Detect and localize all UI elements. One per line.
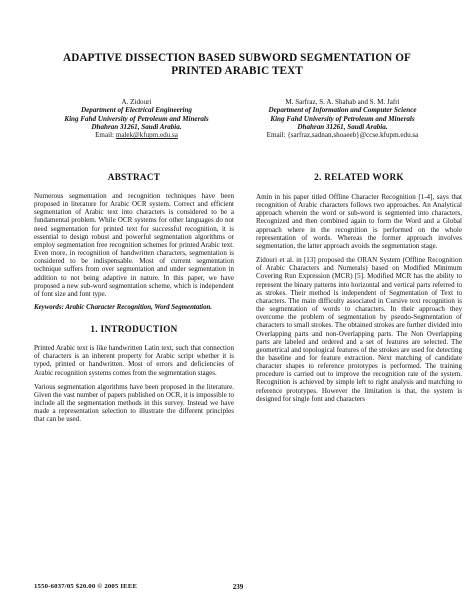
author-block-right	[240, 98, 445, 139]
related-work-heading: 2. RELATED WORK	[314, 172, 404, 182]
email-label: Email:	[266, 131, 286, 140]
author-email-link[interactable]: malek@kfupm.edu.sa	[115, 131, 178, 140]
related-work-paragraph-2: Zidouri et al. in [13] proposed the ORAN System (Offline Recognition of Arabic Characters and Numerals) based on Modified Minimum Covering Run Expression (MCR) [5]. Modified MCR has the ability to represent the binary patterns into horizontal and vertical parts referred to as strokes. Their method is independent of Segmentation of Text to characters. The main difficulty associated in Cursive text recognition is the segmentation of words to characters. In their approach they overcome the problem of segmentation by pseudo-Segmentation of characters to small strokes. The obtained strokes are further divided into Overlapping parts and non-Overlapping parts. The Non Overlapping parts are labeled and ordered and a set of features are selected. The geometrical and topological features of the strokes are used for detecting the baseline and for feature extraction. Next matching of candidate character shapes to reference prototypes is performed. The training procedure is carried out to improve the recognition rate of the system. Recognition is achieved by simple left to right analysis and matching to reference prototypes. However the limitation is that, the system is designed for single font and characters	[256, 256, 462, 403]
title-line-2: PRINTED ARABIC TEXT	[171, 65, 303, 77]
abstract-heading: ABSTRACT	[107, 172, 161, 182]
author-email-line	[240, 131, 445, 139]
related-work-paragraph-1: Amin in his paper titled Offline Character Recognition [1-4], says that recognition of Arabic characters follows two approaches. An Analytical approach wherein the word or sub-word is segmented into characters, Recognized and then combined again to form the Word and a Global approach where in the recognition is performed on the whole representation of words. Whereas the former approach involves segmentation, the latter approach avoids the segmentation stage.	[256, 193, 462, 250]
introduction-paragraph-2: Various segmentation algorithms have been proposed in the literature. Given the vast number of papers published on OCR, it is impossible to include all the segmentation methods in this survey. Instead we have made a representation selection to illustrate the different principles that can be used.	[34, 382, 234, 424]
title-line-1: ADAPTIVE DISSECTION BASED SUBWORD SEGMENTATION OF	[63, 52, 411, 64]
author-institution: King Fahd University of Petroleum and Minerals	[270, 114, 415, 123]
author-city: Dhahran 31261, Saudi Arabia.	[297, 122, 388, 131]
email-label: Email:	[95, 131, 115, 140]
author-name: A. Zidouri	[121, 98, 152, 106]
left-column	[34, 172, 234, 429]
abstract-text: Numerous segmentation and recognition techniques have been proposed in literature for Arabic OCR system. Correct and efficient segmentation of Arabic text into characters is considered to be a fundamental problem. While OCR systems for other languages do not need segmentation for printed text for successful recognition, it is essential to design robust and powerful segmentation algorithms or employ segmentation free recognition schemes for printed Arabic text. Even more, in recognition of handwritten characters, segmentation is considered to be indispensable. Most of current segmentation technique suffers from over segmentation and under segmentation in addition to not being adaptive in nature. In this paper, we have proposed a new sub-word segmentation scheme, which is independent of font size and font type.	[34, 192, 234, 298]
page-number: 239	[232, 583, 244, 591]
introduction-heading: 1. INTRODUCTION	[90, 324, 178, 335]
author-city: Dhahran 31261, Saudi Arabia.	[91, 122, 182, 131]
author-department: Department of Information and Computer Science	[268, 106, 417, 115]
keywords: Keywords: Arabic Character Recognition, Word Segmentation.	[34, 304, 213, 312]
author-block-left	[34, 98, 239, 139]
author-email-text[interactable]: {sarfraz,sadnan,shoaeeb}@ccse.kfupm.edu.sa	[287, 131, 419, 140]
author-institution: King Fahd University of Petroleum and Minerals	[64, 114, 209, 123]
author-names: M. Sarfraz, S. A. Shahab and S. M. Jafri	[285, 98, 400, 106]
right-column	[256, 172, 462, 409]
introduction-paragraph-1: Printed Arabic text is like handwritten Latin text, such that connection of characters is an inherent property for Arabic script whether it is typed, printed or handwritten. Most of errors and deficiencies of Arabic recognition systems comes from the segmentation stages.	[34, 344, 234, 377]
author-department: Department of Electrical Engineering	[81, 106, 192, 115]
copyright-notice: 1550-6037/05 $20.00 © 2005 IEEE	[34, 583, 138, 590]
author-email-line	[34, 131, 239, 139]
paper-title	[40, 52, 434, 78]
